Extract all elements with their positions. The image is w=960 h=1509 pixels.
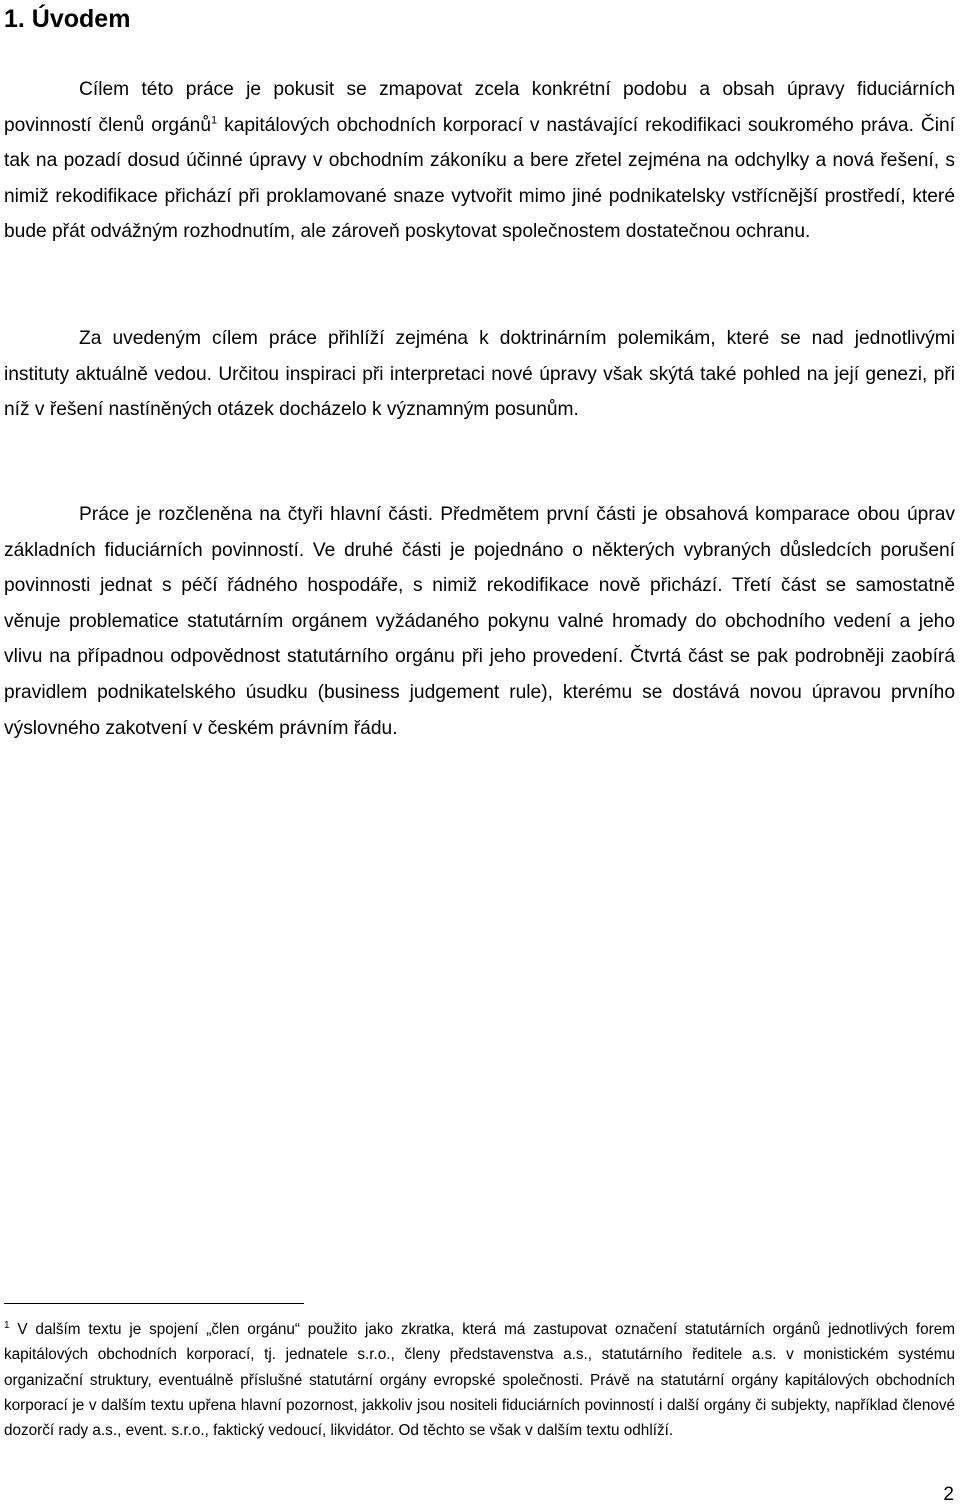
paragraph-structure: Práce je rozčleněna na čtyři hlavní části. Předmětem první části je obsahová komparace obou úprav základních fiduciárních povinností. Ve druhé části je pojednáno o některých vybraných důsledcích porušení povinnosti jednat s péčí řádného hospodáře, s nimiž rekodifikace nově přichází. Třetí část se samostatně věnuje problematice statutárním orgánem vyžádaného pokynu valné hromady do obchodního vedení a jeho vlivu na případnou odpovědnost statutárního orgánu při jeho provedení. Čtvrtá část se pak podrobněji zaobírá pravidlem podnikatelského úsudku (business judgement rule), kterému se dostává novou úpravou prvního výslovného zakotvení v českém právním řádu. bbox=[4, 504, 955, 739]
paragraph-method: Za uvedeným cílem práce přihlíží zejména k doktrinárním polemikám, které se nad jednotlivými instituty aktuálně vedou. Určitou inspiraci při interpretaci nové úpravy však skýtá také pohled na její genezi, při níž v řešení nastíněných otázek docházelo k významným posunům. bbox=[4, 328, 955, 421]
footnote-number: 1 bbox=[4, 1319, 10, 1331]
paragraph-aim-text-end: kapitálových obchodních korporací v nastávající rekodifikaci soukromého práva. Činí tak na pozadí dosud účinné úpravy v obchodním zákoníku a bere zřetel zejména na odchylky a nová řešení, s nimiž rekodifikace přichází při proklamované snaze vytvořit mimo jiné podnikatelsky vstřícnější prostředí, které bude přát odvážným rozhodnutím, ale zároveň poskytovat společnostem dostatečnou ochranu. bbox=[4, 114, 956, 243]
paragraph-aim bbox=[4, 72, 955, 250]
paragraph-aim-text-start: Cílem této práce je pokusit se zmapovat zcela konkrétní podobu a obsah úpravy fiduciárních povinností členů orgánů bbox=[4, 79, 955, 136]
footnote bbox=[4, 1317, 955, 1443]
footnote-text: V dalším textu je spojení „člen orgánu“ použito jako zkratka, která má zastupovat označení statutárních orgánů jednotlivých forem kapitálových obchodních korporací, tj. jednatele s.r.o., členy představenstva a.s., statutárního ředitele a.s. v monistickém systému organizační struktury, eventuálně příslušné statutární orgány evropské společnosti. Právě na statutární orgány kapitálových obchodních korporací je v dalším textu upřena hlavní pozornost, jakkoliv jsou nositeli fiduciárních povinností i další orgány či subjekty, například členové dozorčí rady a.s., event. s.r.o., faktický vedoucí, likvidátor. Od těchto se však v dalším textu odhlíží. bbox=[4, 1321, 955, 1440]
section-heading: 1. Úvodem bbox=[4, 5, 131, 33]
footnote-reference: 1 bbox=[211, 114, 218, 127]
page-number: 2 bbox=[943, 1484, 954, 1505]
footnote-separator bbox=[4, 1303, 304, 1304]
